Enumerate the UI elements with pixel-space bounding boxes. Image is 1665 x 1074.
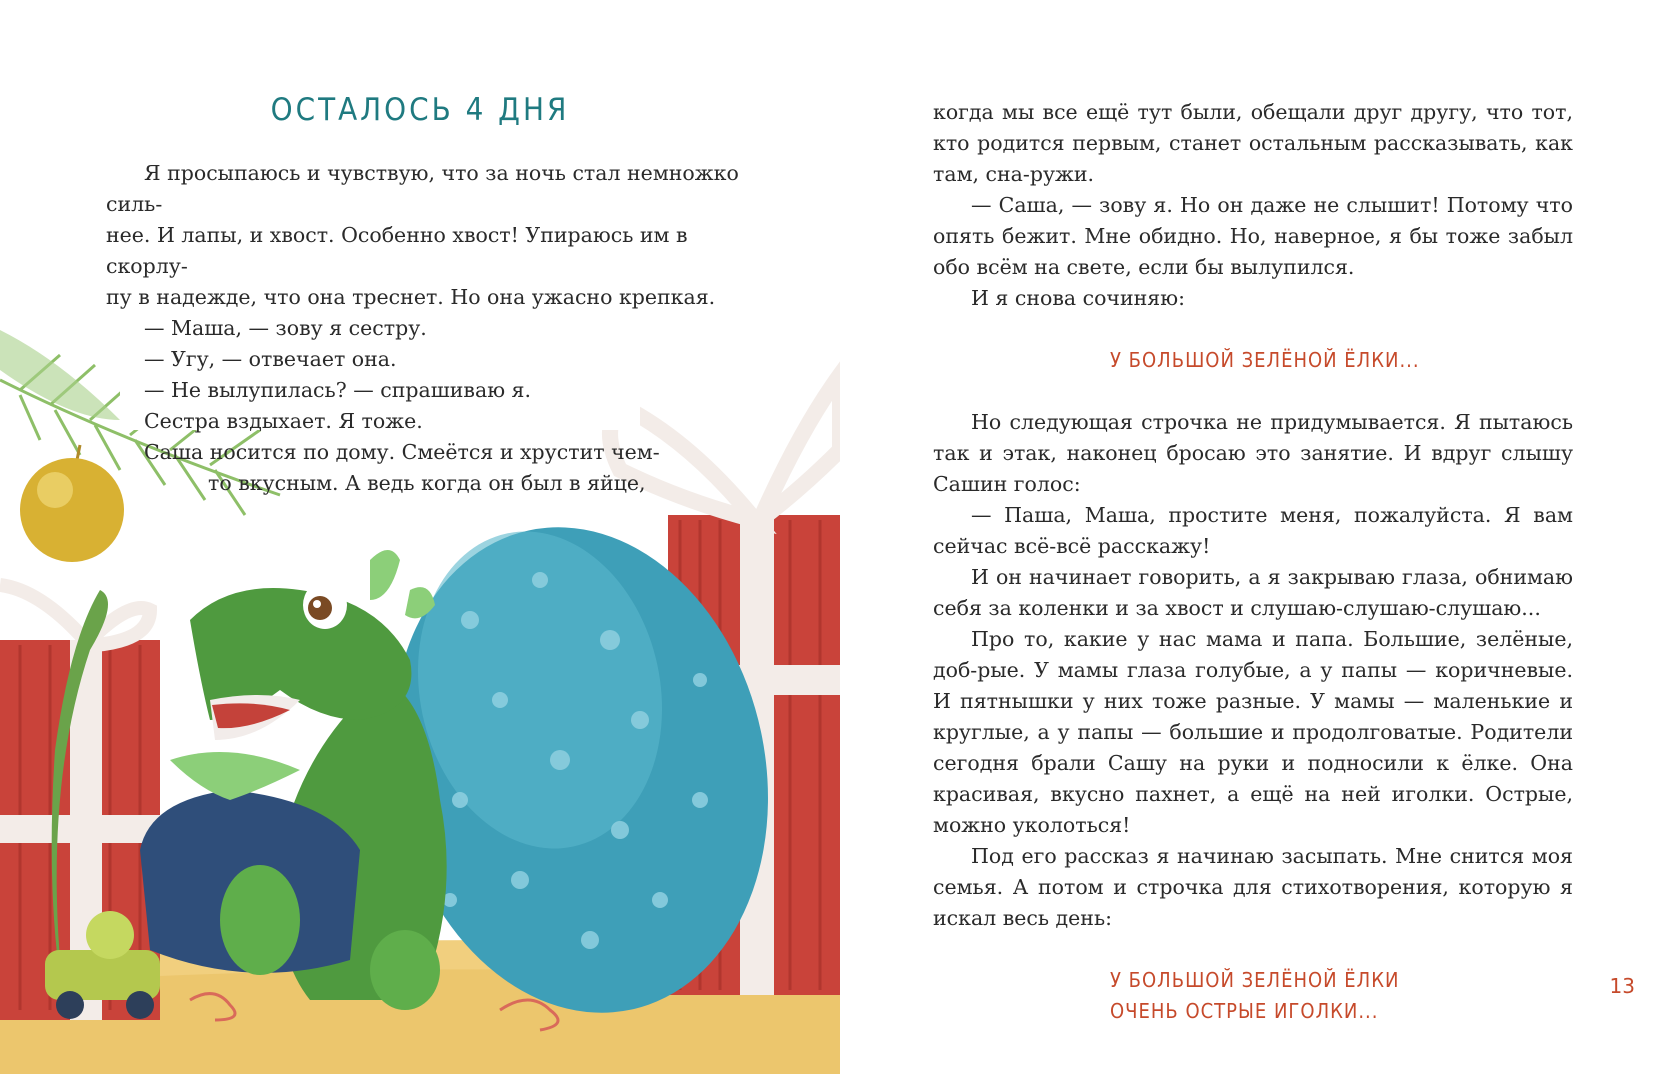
text-line: нее. И лапы, и хвост. Особенно хвост! Упираюсь им в скорлу- [106,223,688,278]
poem-line: У БОЛЬШОЙ ЗЕЛЁНОЙ ЁЛКИ [1110,968,1400,992]
text-line: Сестра вздыхает. Я тоже. [144,409,423,433]
text-line: Саша носится по дому. Смеётся и хрустит чем- [144,440,660,464]
text-line: Я просыпаюсь и чувствую, что за ночь стал немножко силь- [106,161,739,216]
poem-line: У БОЛЬШОЙ ЗЕЛЁНОЙ ЁЛКИ... [1110,348,1420,372]
chapter-title: ОСТАЛОСЬ 4 ДНЯ [270,92,570,128]
poem-line: ОЧЕНЬ ОСТРЫЕ ИГОЛКИ... [1110,999,1379,1023]
text-line: — Не вылупилась? — спрашиваю я. [144,378,532,402]
text-line: — Маша, — зову я сестру. [144,316,427,340]
text-line: пу в надежде, что она треснет. Но она ужасно крепкая. [106,285,716,309]
right-body-text [933,97,1573,1027]
paragraph: Под его рассказ я начинаю засыпать. Мне снится моя семья. А потом и строчка для стихотворения, которую я искал весь день: [933,844,1573,930]
left-body-text [106,158,746,499]
paragraph: И я снова сочиняю: [971,286,1185,310]
text-line: то вкусным. А ведь когда он был в яйце, [208,471,646,495]
paragraph: И он начинает говорить, а я закрываю глаза, обнимаю себя за коленки и за хвост и слушаю-слушаю-слушаю... [933,565,1573,620]
paragraph: когда мы все ещё тут были, обещали друг другу, что тот, кто родится первым, станет остальным рассказывать, как там, сна-ружи. [933,100,1573,186]
paragraph: Про то, какие у нас мама и папа. Большие, зелёные, доб-рые. У мамы глаза голубые, а у папы — коричневые. И пятнышки у них тоже разные. У мамы — маленькие и круглые, а у папы — большие и продолговатые. Родители сегодня брали Сашу на руки и подносили к ёлке. Она красивая, вкусно пахнет, а ещё на ней иголки. Острые, можно уколоться! [933,627,1573,837]
right-page [840,0,1665,1074]
paragraph: Но следующая строчка не придумывается. Я пытаюсь так и этак, наконец бросаю это занятие. И вдруг слышу Сашин голос: [933,410,1573,496]
paragraph: — Паша, Маша, простите меня, пожалуйста. Я вам сейчас всё-всё расскажу! [933,503,1573,558]
page-number: 13 [1609,974,1635,998]
text-line: — Угу, — отвечает она. [144,347,397,371]
paragraph: — Саша, — зову я. Но он даже не слышит! Потому что опять бежит. Мне обидно. Но, наверное, я бы тоже забыл обо всём на свете, если бы вылупился. [933,193,1573,279]
